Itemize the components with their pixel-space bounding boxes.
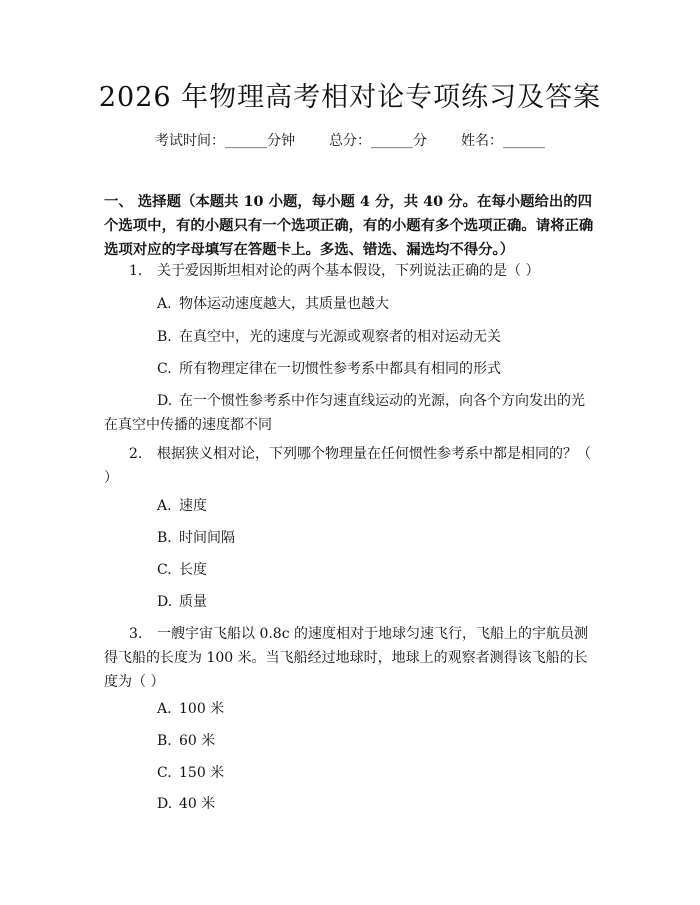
- option-text: 40 米: [179, 796, 216, 812]
- exam-time-field: 考试时间：______分钟: [155, 133, 295, 149]
- option-letter: C.: [157, 361, 172, 377]
- question-2: [104, 442, 596, 490]
- question-stem: 一艘宇宙飞船以 0.8c 的速度相对于地球匀速飞行，飞船上的宇航员测得飞船的长度为 100 米。当飞船经过地球时，地球上的观察者测得该飞船的长度为（ ）: [104, 626, 589, 690]
- option-text: 时间间隔: [179, 530, 235, 546]
- option-letter: B.: [157, 733, 172, 749]
- question-stem: 根据狭义相对论，下列哪个物理量在任何惯性参考系中都是相同的？（ ）: [104, 446, 591, 486]
- option-2d: [157, 590, 597, 614]
- question-3: [104, 622, 596, 694]
- student-name-field: 姓名：______: [461, 133, 545, 149]
- option-letter: D.: [157, 594, 173, 610]
- option-letter: A.: [157, 701, 172, 717]
- option-text: 物体运动速度越大，其质量也越大: [179, 296, 389, 312]
- option-letter: A.: [157, 296, 172, 312]
- option-letter: C.: [157, 562, 172, 578]
- option-text: 60 米: [179, 733, 216, 749]
- option-3b: [157, 729, 597, 753]
- option-letter: A.: [157, 498, 172, 514]
- question-stem: 关于爱因斯坦相对论的两个基本假设，下列说法正确的是（ ）: [157, 263, 540, 279]
- option-1c: [157, 357, 597, 381]
- option-3a: [157, 697, 597, 721]
- option-letter: B.: [157, 530, 172, 546]
- option-text: 质量: [179, 594, 207, 610]
- option-3c: [157, 761, 597, 785]
- question-number: 3.: [129, 626, 143, 642]
- option-letter: D.: [157, 393, 173, 409]
- question-1: [104, 259, 596, 283]
- option-1a: [157, 292, 597, 316]
- option-text: 长度: [179, 562, 207, 578]
- option-2c: [157, 558, 597, 582]
- question-number: 1.: [129, 263, 143, 279]
- page-title: 2026 年物理高考相对论专项练习及答案: [98, 82, 602, 113]
- option-2a: [157, 494, 597, 518]
- option-text: 所有物理定律在一切惯性参考系中都具有相同的形式: [179, 361, 501, 377]
- option-1d: [104, 389, 596, 437]
- section-heading: 一、 选择题（本题共 10 小题，每小题 4 分，共 40 分。在每小题给出的四个选项中，有的小题只有一个选项正确，有的小题有多个选项正确。请将正确选项对应的字母填写在答题卡上。多选、错选、漏选均不得分。）: [104, 193, 594, 258]
- question-number: 2.: [129, 446, 143, 462]
- option-text: 在真空中，光的速度与光源或观察者的相对运动无关: [179, 329, 501, 345]
- option-3d: [157, 792, 597, 816]
- option-text: 在一个惯性参考系中作匀速直线运动的光源，向各个方向发出的光在真空中传播的速度都不同: [104, 393, 585, 433]
- option-text: 100 米: [179, 701, 225, 717]
- option-2b: [157, 526, 597, 550]
- option-letter: C.: [157, 765, 172, 781]
- exam-meta: [0, 130, 700, 152]
- option-letter: D.: [157, 796, 173, 812]
- option-letter: B.: [157, 329, 172, 345]
- option-text: 150 米: [179, 765, 225, 781]
- option-1b: [157, 325, 597, 349]
- total-score-field: 总分：______分: [329, 133, 427, 149]
- option-text: 速度: [179, 498, 207, 514]
